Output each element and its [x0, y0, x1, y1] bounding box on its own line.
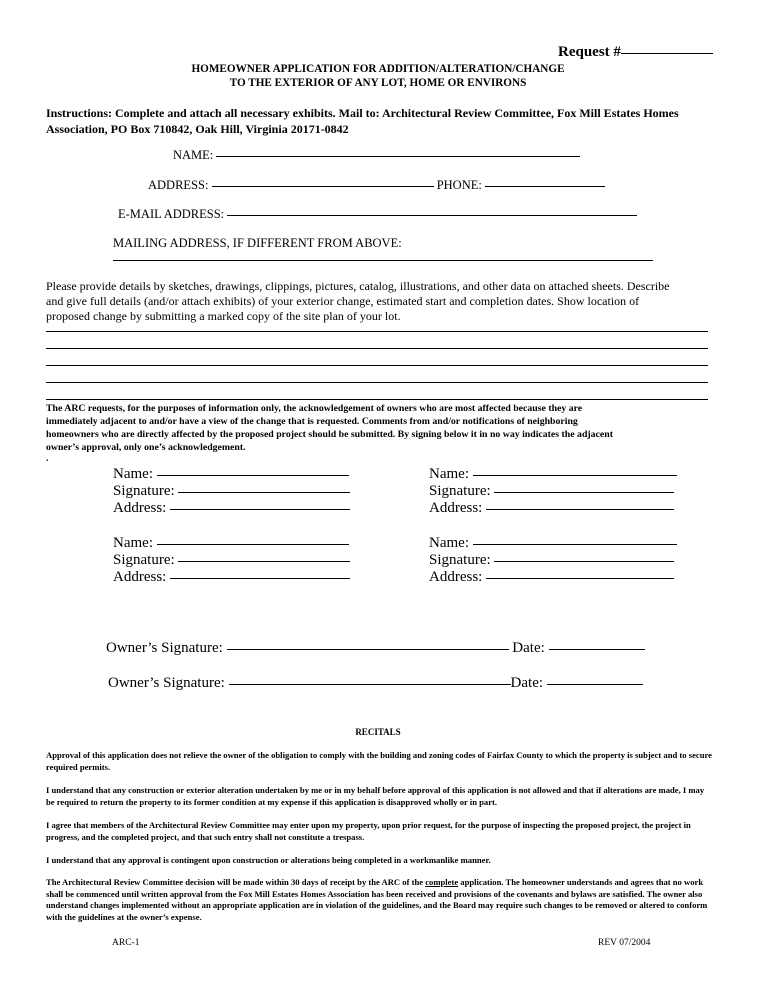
- details-instructions: [46, 279, 670, 324]
- name-label: NAME:: [173, 148, 214, 162]
- owner-signature-label: Owner’s Signature:: [108, 675, 225, 691]
- recital-paragraph-5: [46, 877, 714, 923]
- arc-note: [46, 402, 613, 464]
- owner-signature-field[interactable]: [227, 648, 509, 650]
- owner-date-label: Date:: [512, 640, 545, 656]
- email-label: E-MAIL ADDRESS:: [118, 207, 225, 221]
- recital-paragraph-1: Approval of this application does not relieve the owner of the obligation to comply with the building and zoning codes of Fairfax County to which the property is subject and to secure required permits.: [46, 750, 712, 772]
- neighbor-name-field[interactable]: [157, 474, 349, 476]
- owner-signature-field[interactable]: [229, 683, 511, 685]
- details-line-3: proposed change by submitting a marked copy of the site plan of your lot.: [46, 309, 401, 323]
- neighbor-signature-label: Signature:: [113, 552, 175, 568]
- arc-note-dot: .: [46, 453, 49, 464]
- neighbor-name-label: Name:: [429, 466, 469, 482]
- neighbor-address-label: Address:: [429, 569, 483, 585]
- recital-p5-underlined: complete: [425, 877, 459, 887]
- request-label: Request #: [558, 44, 621, 60]
- details-line-2: and give full details (and/or attach exhibits) of your exterior change, estimated start and completion dates. Show location of: [46, 294, 640, 308]
- neighbor-address-field[interactable]: [170, 577, 350, 579]
- neighbor-address-label: Address:: [113, 569, 167, 585]
- page-title: [0, 63, 756, 90]
- neighbor-block-3: [113, 535, 350, 586]
- owner-signature-row-1: [106, 640, 645, 657]
- neighbor-address-field[interactable]: [486, 508, 674, 510]
- description-line[interactable]: [46, 365, 708, 366]
- footer-form-id: ARC-1: [112, 938, 140, 948]
- neighbor-block-1: [113, 466, 350, 517]
- neighbor-name-label: Name:: [429, 535, 469, 551]
- arc-note-line-2: immediately adjacent to and/or have a view of the change that is requested. Comments from and/or notifications of neighboring: [46, 416, 578, 427]
- address-label: ADDRESS:: [148, 178, 209, 192]
- instructions-line-1: Instructions: Complete and attach all necessary exhibits. Mail to: Architectural Review Committee, Fox Mill Estates Homes: [46, 106, 679, 120]
- recital-p5-part-a: The Architectural Review Committee decision will be made within 30 days of receipt by the ARC of the: [46, 877, 426, 887]
- owner-date-label: Date:: [510, 675, 544, 691]
- description-line[interactable]: [46, 331, 708, 332]
- name-row: [173, 148, 580, 163]
- footer-revision: REV 07/2004: [598, 938, 651, 948]
- neighbor-signature-field[interactable]: [494, 491, 674, 493]
- instructions-line-2: Association, PO Box 710842, Oak Hill, Virginia 20171-0842: [46, 121, 349, 136]
- neighbor-address-field[interactable]: [486, 577, 674, 579]
- neighbor-name-field[interactable]: [473, 474, 677, 476]
- instructions: [46, 106, 679, 137]
- neighbor-signature-field[interactable]: [178, 491, 350, 493]
- owner-signature-row-2: [108, 675, 643, 692]
- request-number-field[interactable]: [621, 52, 713, 54]
- phone-label: PHONE:: [436, 178, 482, 192]
- neighbor-name-label: Name:: [113, 466, 153, 482]
- arc-note-line-4: owner’s approval, only one’s acknowledgement.: [46, 442, 246, 453]
- title-line-2: TO THE EXTERIOR OF ANY LOT, HOME OR ENVIRONS: [229, 76, 527, 89]
- title-line-1: HOMEOWNER APPLICATION FOR ADDITION/ALTERATION/CHANGE: [191, 63, 565, 75]
- neighbor-address-label: Address:: [113, 500, 167, 516]
- neighbor-address-label: Address:: [429, 500, 483, 516]
- neighbor-block-4: [429, 535, 677, 586]
- recitals-heading: RECITALS: [355, 727, 401, 737]
- owner-date-field[interactable]: [547, 683, 643, 685]
- email-row: [118, 207, 637, 222]
- mailing-address-field[interactable]: [113, 260, 653, 261]
- neighbor-block-2: [429, 466, 677, 517]
- name-field[interactable]: [216, 155, 580, 157]
- description-line[interactable]: [46, 382, 708, 383]
- arc-note-line-1: The ARC requests, for the purposes of information only, the acknowledgement of owners who are most affected because they are: [46, 403, 583, 414]
- neighbor-name-label: Name:: [113, 535, 153, 551]
- owner-date-field[interactable]: [549, 648, 645, 650]
- arc-note-line-3: homeowners who are directly affected by the proposed project should be submitted. By signing below it in no way indicates the adjacent: [46, 429, 613, 440]
- recital-paragraph-4: I understand that any approval is contingent upon construction or alterations being completed in a workmanlike manner.: [46, 855, 491, 865]
- neighbor-signature-label: Signature:: [429, 552, 491, 568]
- neighbor-address-field[interactable]: [170, 508, 350, 510]
- neighbor-name-field[interactable]: [157, 543, 349, 545]
- owner-signature-label: Owner’s Signature:: [106, 640, 223, 656]
- neighbor-signature-label: Signature:: [113, 483, 175, 499]
- description-line[interactable]: [46, 399, 708, 400]
- phone-field[interactable]: [485, 185, 605, 187]
- details-line-1: Please provide details by sketches, drawings, clippings, pictures, catalog, illustrations, and other data on attached sheets. Describe: [46, 279, 670, 293]
- description-line[interactable]: [46, 348, 708, 349]
- recital-paragraph-2: I understand that any construction or exterior alteration undertaken by me or in my behalf before approval of this application is not allowed and that if alterations are made, I may be required to return the property to its former condition at my expense if this application is disapproved wholly or in part.: [46, 785, 705, 807]
- email-field[interactable]: [227, 214, 637, 216]
- address-field[interactable]: [212, 185, 434, 187]
- neighbor-name-field[interactable]: [473, 543, 677, 545]
- neighbor-signature-label: Signature:: [429, 483, 491, 499]
- recital-paragraph-3: I agree that members of the Architectural Review Committee may enter upon my property, upon prior request, for the purpose of inspecting the proposed project, the project in progress, and the completed project, and that such entry shall not constitute a trespass.: [46, 820, 691, 842]
- recital-p5-part-b: application. The homeowner understands and agrees that no work shall be commenced until written approval from the Fox Mill Estates Homes Association has been received and provisions of the covenants and bylaws are satisfied. The owner also understand changes implemented without an appropriate application are in violation of the guidelines, and the Board may require such changes to be removed or altered to conform with the guidelines at the owner’s expense.: [46, 877, 708, 922]
- request-number: [558, 44, 713, 61]
- mailing-label: MAILING ADDRESS, IF DIFFERENT FROM ABOVE:: [113, 236, 402, 250]
- neighbor-signature-field[interactable]: [178, 560, 350, 562]
- neighbor-signature-field[interactable]: [494, 560, 674, 562]
- address-row: [148, 178, 605, 193]
